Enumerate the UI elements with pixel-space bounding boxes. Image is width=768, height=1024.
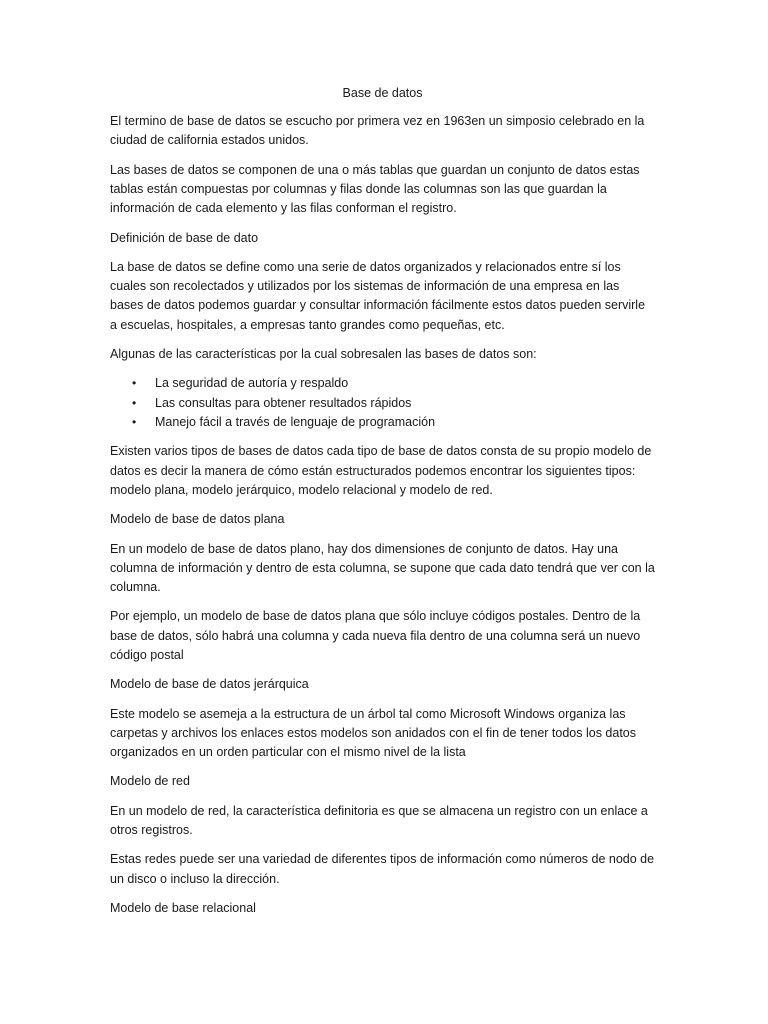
heading-hierarchical-model: Modelo de base de datos jerárquica xyxy=(110,677,309,692)
list-item-text: Las consultas para obtener resultados rápidos xyxy=(155,395,412,410)
paragraph-definition: La base de datos se define como una serie de datos organizados y relacionados entre sí los cuales son recolectados y utilizados por los sistemas de información de una empresa en las bases de datos podemos guardar y consultar información fácilmente estos datos pueden servirle a escuelas, hospitales, a empresas tanto grandes como pequeñas, etc. xyxy=(110,259,646,332)
paragraph-flat-example: Por ejemplo, un modelo de base de datos plana que sólo incluye códigos postales. Dentro de la base de datos, sólo habrá una columna y cada nueva fila dentro de una columna será un nuevo código postal xyxy=(110,609,641,662)
list-item xyxy=(110,374,655,393)
heading-relational-model: Modelo de base relacional xyxy=(110,900,256,915)
paragraph-flat-model: En un modelo de base de datos plano, hay dos dimensiones de conjunto de datos. Hay una columna de información y dentro de esta columna, se supone que cada dato tendrá que ver con la columna. xyxy=(110,541,655,594)
bullet-icon: • xyxy=(132,376,137,391)
list-item-text: La seguridad de autoría y respaldo xyxy=(155,376,349,391)
document-body xyxy=(110,84,655,928)
list-item xyxy=(110,413,655,432)
characteristics-list xyxy=(110,374,655,432)
paragraph-types: Existen varios tipos de bases de datos cada tipo de base de datos consta de su propio modelo de datos es decir la manera de cómo están estructurados podemos encontrar los siguientes tipos: modelo plana, modelo jerárquico, modelo relacional y modelo de red. xyxy=(110,444,652,497)
document-title: Base de datos xyxy=(342,86,423,100)
heading-definition: Definición de base de dato xyxy=(110,230,259,245)
paragraph-hierarchical-model: Este modelo se asemeja a la estructura de un árbol tal como Microsoft Windows organiza las carpetas y archivos los enlaces estos modelos son anidados con el fin de tener todos los datos organizados en un orden particular con el mismo nivel de la lista xyxy=(110,706,637,759)
heading-flat-model: Modelo de base de datos plana xyxy=(110,512,285,527)
paragraph-origin: El termino de base de datos se escucho por primera vez en 1963en un simposio celebrado en la ciudad de california estados unidos. xyxy=(110,114,645,148)
paragraph-network-model: En un modelo de red, la característica definitoria es que se almacena un registro con un enlace a otros registros. xyxy=(110,803,648,837)
paragraph-characteristics-intro: Algunas de las características por la cual sobresalen las bases de datos son: xyxy=(110,346,537,361)
paragraph-network-types: Estas redes puede ser una variedad de diferentes tipos de información como números de nodo de un disco o incluso la dirección. xyxy=(110,852,655,886)
bullet-icon: • xyxy=(132,414,137,429)
bullet-icon: • xyxy=(132,395,137,410)
list-item xyxy=(110,394,655,413)
heading-network-model: Modelo de red xyxy=(110,774,190,789)
paragraph-composition: Las bases de datos se componen de una o más tablas que guardan un conjunto de datos estas tablas están compuestas por columnas y filas donde las columnas son las que guardan la información de cada elemento y las filas conforman el registro. xyxy=(110,162,640,216)
list-item-text: Manejo fácil a través de lenguaje de programación xyxy=(155,414,436,429)
